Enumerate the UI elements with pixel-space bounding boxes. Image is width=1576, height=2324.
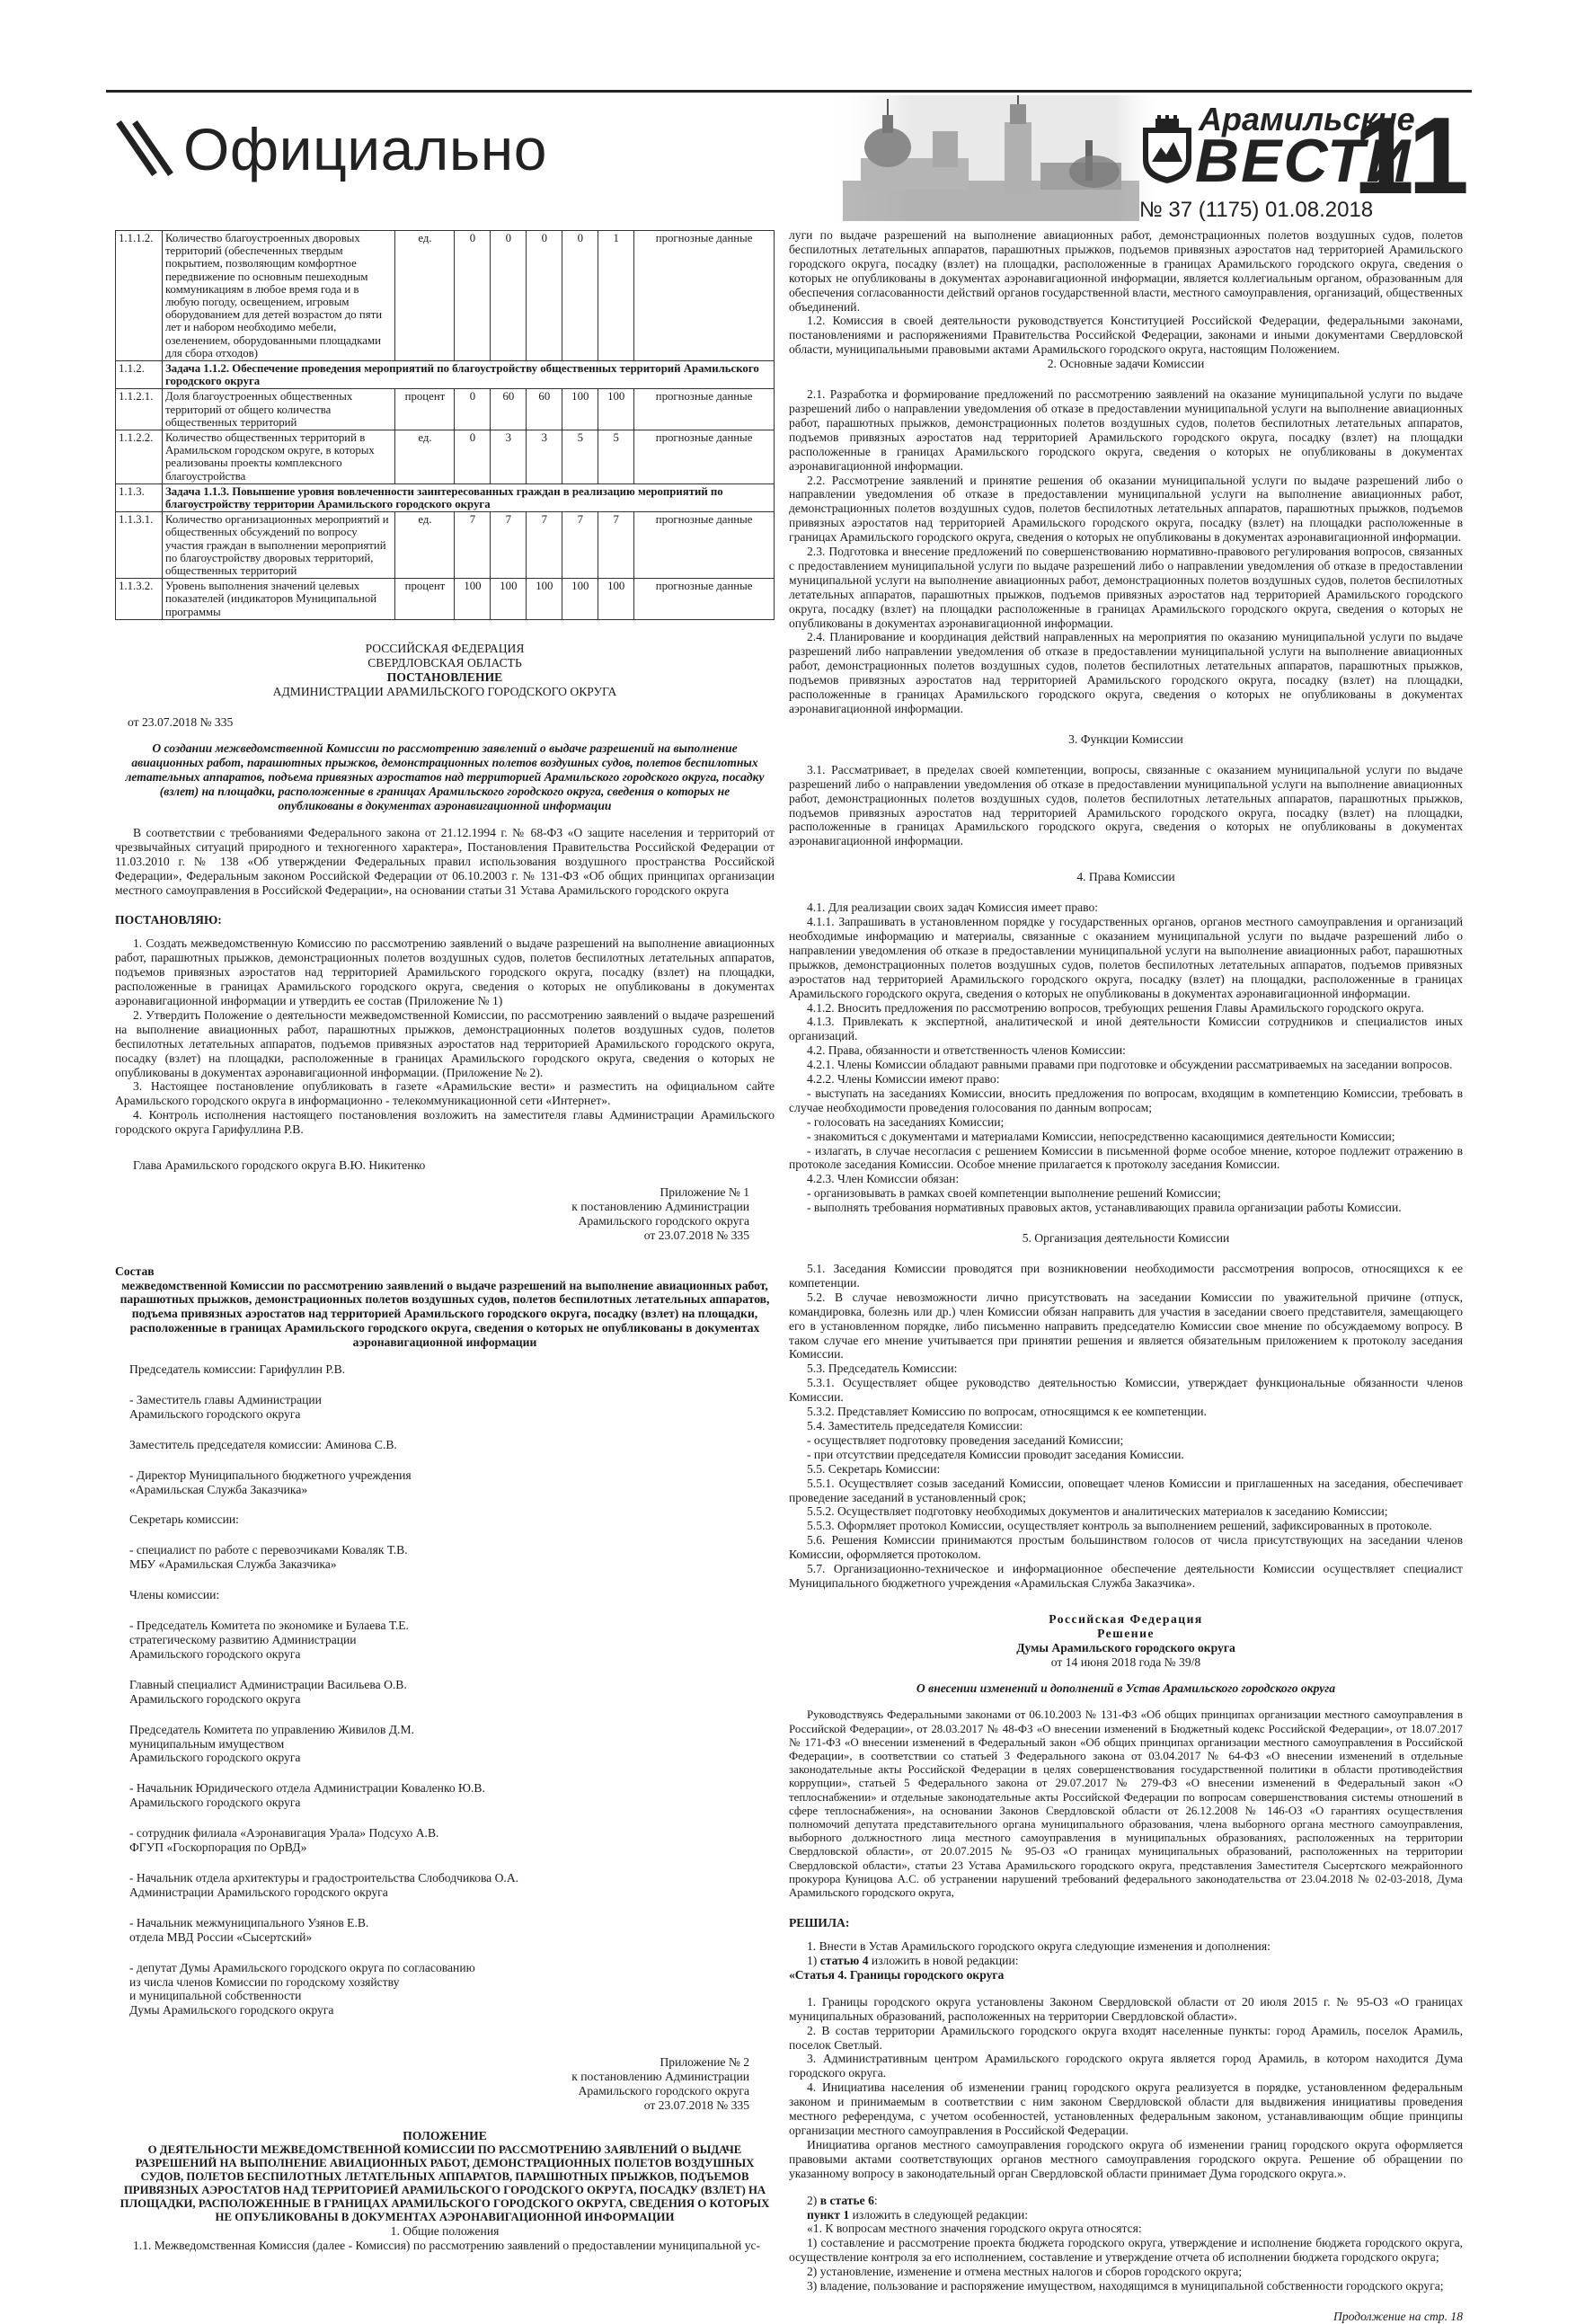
cell-v2: 7 — [491, 512, 527, 579]
member-line: Арамильского городского округа — [129, 1751, 301, 1765]
article-4-item: Инициатива органов местного самоуправления городского округа об изменении границ городского округа оформляется правовыми актами соответствующих органов местного самоуправления городского округа. Решение об обращении по указанному вопросу в законодательный орган Свердловской области принимает Дума городского округа.». — [789, 2137, 1463, 2180]
cell-unit: процент — [395, 579, 455, 620]
member-entry — [115, 1961, 775, 2018]
member-line: Председатель Комитета по управлению Живилов Д.М. — [129, 1722, 414, 1736]
section-4-item: - организовывать в рамках своей компетенции выполнение решений Комиссии; — [807, 1186, 1221, 1201]
doc-header-1: РОССИЙСКАЯ ФЕДЕРАЦИЯ — [365, 641, 525, 655]
continuation-text: луги по выдаче разрешений на выполнение авиационных работ, демонстрационных полетов воздушных судов, полетов беспилотных летательных аппаратов, парашютных прыжков, подъемов привязных аэростатов над территорией Арамильского городского округа, посадку (взлет) на площадки, расположенные в границах Арамильского городского округа, сведения о которых не опубликованы в документах аэронавигационной информации, является коллегиальным органом, образованным для обеспечения согласованности действий органов государственной власти, местного самоуправления, организаций, общественных объединений. — [789, 228, 1463, 314]
member-line: - Начальник отдела архитектуры и градостроительства Слободчикова О.А. — [129, 1870, 519, 1885]
decision-1: 1. Внести в Устав Арамильского городского округа следующие изменения и дополнения: — [807, 1939, 1271, 1954]
cell-v3: 0 — [527, 231, 562, 361]
appendix-line: к постановлению Администрации — [571, 1199, 749, 1213]
preamble: В соответствии с требованиями Федерального закона от 21.12.1994 г. № 68-ФЗ «О защите населения и территорий от чрезвычайных ситуаций природного и техногенного характера», Постановления Правительства Российской Федерации от 11.03.2010 г. № 138 «Об утверждении Федеральных правил использования воздушного пространства Российской Федерации», Федеральным законом Российской Федерации от 06.10.2003 г. № 131-ФЗ «Об общих принципах организации местного самоуправления в Российской Федерации», на основании статьи 31 Устава Арамильского городского округа — [115, 825, 775, 897]
cell-v1: 0 — [455, 231, 491, 361]
member-entry — [115, 1678, 775, 1707]
table-row — [116, 389, 775, 430]
cell-v4: 100 — [562, 389, 598, 430]
decision-2: 2) в статье 6: — [807, 2193, 878, 2207]
appendix-line: от 23.07.2018 № 335 — [643, 2098, 749, 2112]
member-line: Арамильского городского округа — [129, 1406, 301, 1421]
table-row — [116, 231, 775, 361]
section-5-item: 5.5. Секретарь Комиссии: — [807, 1461, 941, 1476]
article-4-title: «Статья 4. Границы городского округа — [789, 1967, 1005, 1982]
member-line: Арамильского городского округа — [129, 1691, 301, 1706]
table-row — [116, 512, 775, 579]
list-intro: «1. К вопросам местного значения городского округа относятся: — [807, 2222, 1142, 2236]
decree-item: 1. Создать межведомственную Комиссию по рассмотрению заявлений о выдаче разрешений на выполнение авиационных работ, парашютных прыжков, демонстрационных полетов воздушных судов, полетов беспилотных летательных аппаратов, подъемов привязных аэростатов над территорией Арамильского городского округа, посадку (взлет) на площадки, расположенные в границах Арамильского городского округа, сведения о которых не опубликованы в документах аэронавигационной информации и утвердить ее состав (Приложение № 1) — [115, 936, 775, 1008]
cell-v5: 100 — [598, 389, 634, 430]
member-line: - сотрудник филиала «Аэронавигация Урала» Подсухо А.В. — [129, 1826, 439, 1841]
polozh-title: ПОЛОЖЕНИЕ — [403, 2128, 487, 2142]
duma-header: Думы Арамильского городского округа — [1016, 1640, 1235, 1654]
sostav-title: Состав — [115, 1264, 155, 1278]
decision-1-1: 1) статью 4 изложить в новой редакции: — [807, 1954, 1019, 1968]
signature: Глава Арамильского городского округа В.Ю. Никитенко — [133, 1158, 426, 1173]
cell-v5: 7 — [598, 512, 634, 579]
rubric-title: Официально — [183, 116, 547, 182]
member-entry — [115, 1588, 775, 1602]
member-line: - депутат Думы Арамильского городского округа по согласованию — [129, 1960, 475, 1974]
cell-v3: 7 — [527, 512, 562, 579]
member-line: Думы Арамильского городского округа — [129, 2003, 334, 2018]
cell-unit: ед. — [395, 512, 455, 579]
cell-num: 1.1.3. — [116, 483, 163, 511]
cell-text: Задача 1.1.2. Обеспечение проведения мероприятий по благоустройству общественных территорий Арамильского городского округа — [162, 361, 774, 389]
section-5-item: - при отсутствии председателя Комиссии проводит заседания Комиссии. — [807, 1447, 1184, 1461]
section-2-title: 2. Основные задачи Комиссии — [1047, 357, 1205, 371]
member-line: - Заместитель главы Администрации — [129, 1392, 322, 1406]
section-5-item: 5.6. Решения Комиссии принимаются простым большинством голосов от числа присутствующих на заседании членов Комиссии, оформляется протоколом. — [789, 1533, 1463, 1562]
church-photo — [825, 95, 1166, 221]
section-5-item: 5.7. Организационно-техническое и информационное обеспечение деятельности Комиссии осуществляет специалист Муниципального бюджетного учреждения «Арамильская Служба Заказчика». — [789, 1562, 1463, 1590]
cell-num: 1.1.1.2. — [116, 231, 163, 361]
cell-v4: 100 — [562, 579, 598, 620]
section-2-item: 2.3. Подготовка и внесение предложений по совершенствованию нормативно-правового регулирования вопросов, связанных с предоставлением муниципальной услуги по выдаче разрешений либо о направлении уведомления об отказе в предоставлении муниципальной услуги на выполнение авиационных работ, демонстрационных полетов воздушных судов, полетов беспилотных летательных аппаратов, парашютных прыжков, подъемов привязных аэростатов над территорией Арамильского городского округа, посадку (взлет) на площадки расположенные в границах Арамильского городского округа, сведения о которых не опубликованы в документах аэронавигационной информации. — [789, 545, 1463, 630]
section-4-item: 4.1. Для реализации своих задач Комиссия имеет право: — [807, 900, 1099, 915]
section-5-item: 5.4. Заместитель председателя Комиссии: — [807, 1418, 1023, 1433]
appendix-1-ref — [115, 1185, 775, 1243]
doc-title: О создании межведомственной Комиссии по рассмотрению заявлений о выдаче разрешений на выполнение авиационных работ, парашютных прыжков, демонстрационных полетов воздушных судов, полетов беспилотных летательных аппаратов, подъема привязных аэростатов над территорией Арамильского городского округа, посадку (взлет) на площадки, расположенные в границах Арамильского городского округа, сведения о которых не опубликованы в документах аэронавигационной информации — [125, 741, 765, 813]
item-1-2: 1.2. Комиссия в своей деятельности руководствуется Конституцией Российской Федерации, федеральными законами, постановлениями и распоряжениями Правительства Российской Федерации, законами и иными документами Свердловской области, муниципальными правовыми актами Арамильского городского округа, настоящим Положением. — [789, 314, 1463, 357]
member-entry — [115, 1543, 775, 1572]
section-4-item: 4.1.2. Вносить предложения по рассмотрению вопросов, требующих решения Главы Арамильского городского округа. — [807, 1000, 1425, 1015]
top-rule — [106, 90, 1472, 93]
member-line: стратегическому развитию Администрации — [129, 1633, 357, 1647]
member-line: МБУ «Арамильская Служба Заказчика» — [129, 1557, 337, 1572]
indicators-table — [115, 230, 775, 620]
cell-v3: 60 — [527, 389, 562, 430]
member-line: «Арамильская Служба Заказчика» — [129, 1482, 308, 1496]
section-5-item: 5.5.2. Осуществляет подготовку необходимых документов и аналитических материалов к заседанию Комиссии; — [807, 1504, 1388, 1519]
logo-top-word: Арамильские — [1199, 101, 1415, 137]
table-task-row — [116, 483, 775, 511]
section-3-title: 3. Функции Комиссии — [1068, 732, 1183, 746]
member-entry — [115, 1619, 775, 1662]
section-4-item: 4.1.1. Запрашивать в установленном порядке у государственных органов, органов местного самоуправления и организаций необходимые информацию и материалы, связанные с оказанием муниципальной услуги по выдаче разрешений либо о направлении уведомления об отказе в предоставлении муниципальной услуги на выполнение авиационных работ, парашютных прыжков, демонстрационных полетов воздушных судов, полетов беспилотных летательных аппаратов, подъемов привязных аэростатов над территорией Арамильского городского округа, посадку (взлет) на площадки, расположенные в границах Арамильского городского округа, сведения о которых не опубликованы в документах аэронавигационной информации. — [789, 915, 1463, 1000]
cell-num: 1.1.2.1. — [116, 389, 163, 430]
member-line: из числа членов Комиссии по городскому хозяйству — [129, 1974, 400, 1989]
member-line: и муниципальной собственности — [129, 1989, 302, 2003]
cell-v5: 100 — [598, 579, 634, 620]
section-4-item: - излагать, в случае несогласия с решением Комиссии в письменной форме особое мнение, которое подлежит отражению в протоколе заседания Комиссии. Особое мнение прилагается к протоколу заседания Комиссии. — [789, 1143, 1463, 1172]
member-entry — [115, 1723, 775, 1766]
article-4-item: 1. Границы городского округа установлены Законом Свердловской области от 20 июля 2015 г. № 95-ОЗ «О границах муниципальных образований, расположенных на территории Свердловской области». — [789, 1994, 1463, 2023]
decree-word: ПОСТАНОВЛЯЮ: — [115, 913, 222, 927]
decree-item: 3. Настоящее постановление опубликовать в газете «Арамильские вести» и разместить на официальном сайте Арамильского городского округа в информационно - телекоммуникационной сети «Интернет». — [115, 1079, 775, 1108]
city-emblem-icon — [1139, 115, 1195, 185]
article-4-item: 4. Инициатива населения об изменении границ городского округа реализуется в порядке, установленном федеральным законом и принимаемым в соответствии с ним законом Свердловской области для выдвижения инициативы проведения местного референдума, с учетом особенностей, установленных федеральным законом, устанавливающим общие принципы организации местного самоуправления в Российской Федерации. — [789, 2080, 1463, 2137]
member-entry — [115, 1468, 775, 1497]
section-5-item: 5.3.2. Представляет Комиссию по вопросам, относящимся к ее компетенции. — [807, 1405, 1207, 1419]
cell-text: Количество благоустроенных дворовых территорий (обеспеченных твердым покрытием, позволяющим комфортное передвижение по основным пешеходным коммуникациям в любое время года и в любую погоду, освещением, игровым оборудованием для детей возрастом до пяти лет и набором необходимо мебели, озеленением, оборудованными площадками для сбора отходов) — [162, 231, 395, 361]
cell-num: 1.1.3.2. — [116, 579, 163, 620]
cell-v1: 0 — [455, 389, 491, 430]
cell-v3: 3 — [527, 430, 562, 484]
continued-note: Продолжение на стр. 18 — [1333, 2309, 1463, 2323]
section-5-item: 5.2. В случае невозможности лично присутствовать на заседании Комиссии по уважительной причине (отпуск, командировка, болезнь или др.) член Комиссии обязан направить для участия в заседании своего представителя, замещающего его в установленном порядке, либо письменно направить председателю Комиссии свое мнение по обсуждаемому вопросу. В таком случае его мнение учитывается при принятии решения и является обязательным приложением к протоколу заседания Комиссии. — [789, 1290, 1463, 1362]
decree-item: 2. Утвердить Положение о деятельности межведомственной Комиссии, по рассмотрению заявлений о выдаче разрешений на выполнение авиационных работ, парашютных прыжков, демонстрационных полетов воздушных судов, полетов беспилотных летательных аппаратов, подъемов привязных аэростатов над территорией Арамильского городского округа, посадку (взлет) на площадки, расположенные в границах Арамильского городского округа, сведения о которых не опубликованы в документах аэронавигационной информации. (Приложение № 2). — [115, 1007, 775, 1079]
section-5-items — [789, 1262, 1463, 1591]
member-entry — [115, 1512, 775, 1527]
doc-header-3: ПОСТАНОВЛЕНИЕ — [386, 670, 503, 684]
member-line: - Председатель Комитета по экономике и Булаева Т.Е. — [129, 1619, 409, 1633]
section-5-item: 5.5.3. Оформляет протокол Комиссии, осуществляет контроль за выполнением решений, зафиксированных в протоколе. — [807, 1519, 1432, 1533]
cell-num: 1.1.2.2. — [116, 430, 163, 484]
page-number: 11 — [1353, 94, 1469, 217]
cell-unit: процент — [395, 389, 455, 430]
cell-src: прогнозные данные — [634, 579, 775, 620]
section-2-item: 2.2. Рассмотрение заявлений и принятие решения об оказании муниципальной услуги по выдаче разрешений либо о направлении уведомления об отказе в предоставлении муниципальной услуги на выполнение авиационных работ, демонстрационных полетов воздушных судов, полетов беспилотных летательных аппаратов, парашютных прыжков, подъемов привязных аэростатов над территорией Арамильского городского округа, посадку (взлет) на площадки расположенные в границах Арамильского городского округа, сведения о которых не опубликованы в документах аэронавигационной информации. — [789, 473, 1463, 545]
reshila-word: РЕШИЛА: — [789, 1916, 850, 1930]
member-line: Члены комиссии: — [129, 1588, 220, 1602]
section-4-item: - знакомиться с документами и материалами Комиссии, непосредственно касающимися деятельности Комиссии; — [807, 1129, 1395, 1143]
appendix-line: к постановлению Администрации — [571, 2070, 749, 2084]
doc-header-4: АДМИНИСТРАЦИИ АРАМИЛЬСКОГО ГОРОДСКОГО ОКРУГА — [272, 684, 617, 698]
appendix-line: от 23.07.2018 № 335 — [643, 1228, 749, 1242]
cell-num: 1.1.3.1. — [116, 512, 163, 579]
cell-v4: 7 — [562, 512, 598, 579]
member-entry — [115, 1916, 775, 1945]
reshenie-header: Решение — [1097, 1626, 1155, 1640]
item-3-1: 3.1. Рассматривает, в пределах своей компетенции, вопросы, связанные с оказанием муниципальной услуги по выдаче разрешений либо о направлении уведомления об отказе в предоставлении муниципальной услуги на выполнение авиационных работ, демонстрационных полетов воздушных судов, полетов беспилотных летательных аппаратов, парашютных прыжков, подъемов привязных аэростатов над территорией Арамильского городского округа, посадку (взлет) на площадки, расположенные в границах Арамильского городского округа, сведения о которых не опубликованы в документах аэронавигационной информации. — [789, 762, 1463, 848]
section-5-item: 5.3. Председатель Комиссии: — [807, 1362, 958, 1376]
sostav-text: межведомственной Комиссии по рассмотрению заявлений о выдаче разрешений на выполнение авиационных работ, парашютных прыжков, демонстрационных полетов воздушных судов, полетов беспилотных летательных аппаратов, подъема привязных аэростатов над территорией Арамильского городского округа, посадку (взлет) на площадки, расположенные в границах Арамильского городского округа, сведения о которых не опубликованы в документах аэронавигационной информации — [120, 1278, 770, 1350]
point-1: пункт 1 изложить в следующей редакции: — [807, 2207, 1029, 2222]
doc-header-2: СВЕРДЛОВСКАЯ ОБЛАСТЬ — [367, 655, 522, 670]
duma-preamble: Руководствуясь Федеральными законами от 06.10.2003 № 131-ФЗ «Об общих принципах организации местного самоуправления в Российской Федерации», от 28.03.2017 № 48-ФЗ «О внесении изменений в Бюджетный кодекс Российской Федерации», от 18.07.2017 № 171-ФЗ «О внесении изменений в Федеральный закон «Об общих принципах организации местного самоуправления в Российской Федерации», в соответствии со статьей 3 Федерального закона от 03.04.2017 № 64-ФЗ «О внесении изменений в отдельные законодательные акты Российской Федерации в целях совершенствования государственной политики в области противодействия коррупции», статьей 5 Федерального закона от 29.07.2017 № 279-ФЗ «О внесении изменений в Федеральный закон «О теплоснабжении» и отдельные законодательные акты Российской Федерации по вопросам совершенствования системы отношений в сфере теплоснабжения», на основании Законов Свердловской области от 26.12.2008 № 146-ОЗ «О гарантиях осуществления полномочий депутата представительного органа муниципального образования, члена выборного органа местного самоуправления, выборного должностного лица местного самоуправления в муниципальных образованиях, расположенных на территории Свердловской области», от 20.07.2015 № 95-ОЗ «О границах муниципальных образований, расположенных на территории Свердловской области», статьи 23 Устава Арамильского городского округа, представления Заместителя Сысертского межрайонного прокурора Куницова А.С. об устранении нарушений требований федерального законодательства от 23.04.2018 № 02-03-2018, Дума Арамильского городского округа, — [789, 1708, 1463, 1900]
member-line: Главный специалист Администрации Васильева О.В. — [129, 1677, 407, 1691]
appendix-line: Приложение № 1 — [660, 1184, 749, 1199]
cell-v2: 60 — [491, 389, 527, 430]
decree-item: 4. Контроль исполнения настоящего постановления возложить на заместителя главы Администрации Арамильского городского округа Гарифуллина Р.В. — [115, 1108, 775, 1137]
member-entry — [115, 1362, 775, 1377]
duma-title: О внесении изменений и дополнений в Устав Арамильского городского округа — [916, 1681, 1336, 1696]
doc-date: от 23.07.2018 № 335 — [128, 714, 234, 729]
member-line: - Директор Муниципального бюджетного учреждения — [129, 1468, 412, 1482]
article-4-item: 2. В состав территории Арамильского городского округа входят населенные пункты: город Арамиль, поселок Арамиль, поселок Светлый. — [789, 2023, 1463, 2052]
section-5-item: 5.5.1. Осуществляет созыв заседаний Комиссии, оповещает членов Комиссии и приглашенных на заседания, обеспечивает проведение заседаний в установленный срок; — [789, 1476, 1463, 1504]
section-4-title: 4. Права Комиссии — [1076, 870, 1175, 884]
section-4-item: 4.2.2. Члены Комиссии имеют право: — [807, 1072, 1000, 1087]
member-line: муниципальным имуществом — [129, 1736, 285, 1751]
appendix-line: Арамильского городского округа — [578, 1213, 749, 1228]
right-column — [789, 228, 1463, 2324]
member-entry — [115, 1781, 775, 1810]
cell-unit: ед. — [395, 430, 455, 484]
rf-header: Российская Федерация — [1049, 1611, 1203, 1626]
cell-text: Количество общественных территорий в Арамильском городском округе, в которых реализованы проекты комплексного благоустройства — [162, 430, 395, 484]
section-5-title: 5. Организация деятельности Комиссии — [1022, 1231, 1230, 1246]
section-4-item: 4.1.3. Привлекать к экспертной, аналитической и иной деятельности Комиссии сотрудников и специалистов иных организаций. — [789, 1015, 1463, 1043]
section-5-item: 5.1. Заседания Комиссии проводятся при возникновении необходимости рассмотрения вопросов, относящихся к ее компетенции. — [789, 1262, 1463, 1290]
section-2-item: 2.4. Планирование и координация действий направленных на мероприятия по оказанию муниципальной услуги по выдаче разрешений либо направлении уведомления об отказе в предоставлении муниципальной услуги на выполнение авиационных работ, демонстрационных полетов воздушных судов, полетов беспилотных летательных аппаратов, парашютных прыжков, подъемов привязных аэростатов над территорией Арамильского городского округа, посадку (взлет) на площадки, расположенные в границах Арамильского городского округа, сведения о которых не опубликованы в документах аэронавигационной информации. — [789, 630, 1463, 715]
member-line: Арамильского городского округа — [129, 1646, 301, 1661]
cell-src: прогнозные данные — [634, 389, 775, 430]
section-2-item: 2.1. Разработка и формирование предложений по рассмотрению заявлений на оказание муниципальной услуги по выдаче разрешений либо о направлении уведомления об отказе в предоставлении муниципальной услуги на выполнение авиационных работ, парашютных прыжков, демонстрационных полетов воздушных судов, полетов беспилотных летательных аппаратов, подъемов привязных аэростатов над территорией Арамильского городского округа, посадку (взлет) на площадки расположенные в границах Арамильского городского округа, сведения о которых не опубликованы в документах аэронавигационной информации. — [789, 387, 1463, 473]
logo-main-word: ВЕСТИ — [1195, 127, 1412, 195]
local-issue-item: 3) владение, пользование и распоряжение имуществом, находящимся в муниципальной собственности городского округа; — [807, 2279, 1444, 2293]
cell-src: прогнозные данные — [634, 512, 775, 579]
cell-unit: ед. — [395, 231, 455, 361]
member-line: отдела МВД России «Сысертский» — [129, 1929, 313, 1944]
section-4-item: 4.2.1. Члены Комиссии обладают равными правами при подготовке и обсуждении рассматриваемых на заседании вопросов. — [807, 1058, 1453, 1072]
appendix-line: Арамильского городского округа — [578, 2084, 749, 2098]
member-line: Арамильского городского округа — [129, 1796, 301, 1810]
section-1-title: 1. Общие положения — [390, 2223, 500, 2238]
member-line: - Начальник Юридического отдела Администрации Коваленко Ю.В. — [129, 1781, 485, 1796]
table-row — [116, 430, 775, 484]
member-line: - специалист по работе с перевозчиками Коваляк Т.В. — [129, 1543, 408, 1557]
table-task-row — [116, 361, 775, 389]
local-issues-list — [789, 2236, 1463, 2293]
member-entry — [115, 1826, 775, 1855]
member-line: Администрации Арамильского городского округа — [129, 1885, 388, 1899]
section-5-item: 5.3.1. Осуществляет общее руководство деятельностью Комиссии, утверждает функциональные обязанности членов Комиссии. — [789, 1376, 1463, 1405]
issue-info: № 37 (1175) 01.08.2018 — [1139, 198, 1374, 222]
double-slash-icon — [113, 117, 176, 180]
section-1-1: 1.1. Межведомственная Комиссия (далее - Комиссия) по рассмотрению заявлений о предоставлении муниципальной ус- — [133, 2238, 761, 2252]
cell-text: Задача 1.1.3. Повышение уровня вовлеченности заинтересованных граждан в реализацию мероприятий по благоустройству территории Арамильского городского округа — [162, 483, 774, 511]
cell-text: Количество организационных мероприятий и общественных обсуждений по вопросу участия граждан в выполнении мероприятий по благоустройству дворовых территорий, общественных территорий — [162, 512, 395, 579]
cell-src: прогнозные данные — [634, 231, 775, 361]
section-4-item: 4.2. Права, обязанности и ответственность членов Комиссии: — [807, 1043, 1126, 1058]
article-4-items — [789, 1995, 1463, 2181]
member-entry — [115, 1871, 775, 1900]
member-entry — [115, 1438, 775, 1452]
cell-v1: 7 — [455, 512, 491, 579]
member-line: Секретарь комиссии: — [129, 1512, 239, 1527]
section-4-items — [789, 900, 1463, 1215]
section-4-item: - выступать на заседаниях Комиссии, вносить предложения по вопросам, входящим в компетенцию Комиссии, требовать в случае необходимости проведения голосования по данным вопросам; — [789, 1086, 1463, 1114]
cell-num: 1.1.2. — [116, 361, 163, 389]
member-line: Председатель комиссии: Гарифуллин Р.В. — [129, 1362, 346, 1377]
polozh-text: О ДЕЯТЕЛЬНОСТИ МЕЖВЕДОМСТВЕННОЙ КОМИССИИ ПО РАССМОТРЕНИЮ ЗАЯВЛЕНИЙ О ВЫДАЧЕ РАЗРЕШЕНИЙ НА ВЫПОЛНЕНИЕ АВИАЦИОННЫХ РАБОТ, ДЕМОНСТРАЦИОННЫХ ПОЛЕТОВ ВОЗДУШНЫХ СУДОВ, ПОЛЕТОВ БЕСПИЛОТНЫХ ЛЕТАТЕЛЬНЫХ АППАРАТОВ, ПАРАШЮТНЫХ ПРЫЖКОВ, ПОДЪЕМОВ ПРИВЯЗНЫХ АЭРОСТАТОВ НАД ТЕРРИТОРИЕЙ АРАМИЛЬСКОГО ГОРОДСКОГО ОКРУГА, ПОСАДКУ (ВЗЛЕТ) НА ПЛОЩАДКИ, РАСПОЛОЖЕННЫЕ В ГРАНИЦАХ АРАМИЛЬСКОГО ГОРОДСКОГО ОКРУГА, СВЕДЕНИЯ О КОТОРЫХ НЕ ОПУБЛИКОВАНЫ В ДОКУМЕНТАХ АЭРОНАВИГАЦИОННОЙ ИНФОРМАЦИИ — [120, 2142, 770, 2223]
section-2-items — [789, 387, 1463, 716]
cell-src: прогнозные данные — [634, 430, 775, 484]
cell-text: Уровень выполнения значений целевых показателей (индикаторов Муниципальной программы — [162, 579, 395, 620]
member-entry — [115, 1393, 775, 1422]
cell-v1: 0 — [455, 430, 491, 484]
appendix-2-ref — [115, 2055, 775, 2113]
cell-v2: 3 — [491, 430, 527, 484]
section-4-item: - голосовать на заседаниях Комиссии; — [807, 1114, 1005, 1129]
cell-text: Доля благоустроенных общественных территорий от общего количества общественных территорий — [162, 389, 395, 430]
local-issue-item: 2) установление, изменение и отмена местных налогов и сборов городского округа; — [807, 2265, 1243, 2279]
cell-v2: 0 — [491, 231, 527, 361]
cell-v4: 0 — [562, 231, 598, 361]
table-row — [116, 579, 775, 620]
cell-v5: 5 — [598, 430, 634, 484]
member-line: - Начальник межмуниципального Узянов Е.В. — [129, 1915, 369, 1929]
article-4-item: 3. Административным центром Арамильского городского округа является город Арамиль, в котором находится Дума городского округа. — [789, 2052, 1463, 2080]
section-4-item: - выполнять требования нормативных правовых актов, устанавливающих правила организации работы Комиссии. — [807, 1201, 1402, 1215]
section-4-item: 4.2.3. Член Комиссии обязан: — [807, 1172, 960, 1186]
appendix-line: Приложение № 2 — [660, 2055, 749, 2070]
cell-v1: 100 — [455, 579, 491, 620]
cell-v3: 100 — [527, 579, 562, 620]
duma-date: от 14 июня 2018 года № 39/8 — [1050, 1654, 1201, 1669]
masthead — [106, 95, 1472, 230]
section-5-item: - осуществляет подготовку проведения заседаний Комиссии; — [807, 1433, 1124, 1447]
cell-v5: 1 — [598, 231, 634, 361]
member-line: ФГУП «Госкорпорация по ОрВД» — [129, 1841, 307, 1855]
local-issue-item: 1) составление и рассмотрение проекта бюджета городского округа, утверждение и исполнение бюджета городского округа, осуществление контроля за его исполнением, составление и утверждение отчета об исполнении бюджета городского округа; — [789, 2236, 1463, 2265]
members-list — [115, 1362, 775, 2018]
left-column — [115, 230, 775, 2253]
cell-v4: 5 — [562, 430, 598, 484]
member-line: Заместитель председателя комиссии: Аминова С.В. — [129, 1437, 397, 1451]
cell-v2: 100 — [491, 579, 527, 620]
decree-items — [115, 936, 775, 1137]
